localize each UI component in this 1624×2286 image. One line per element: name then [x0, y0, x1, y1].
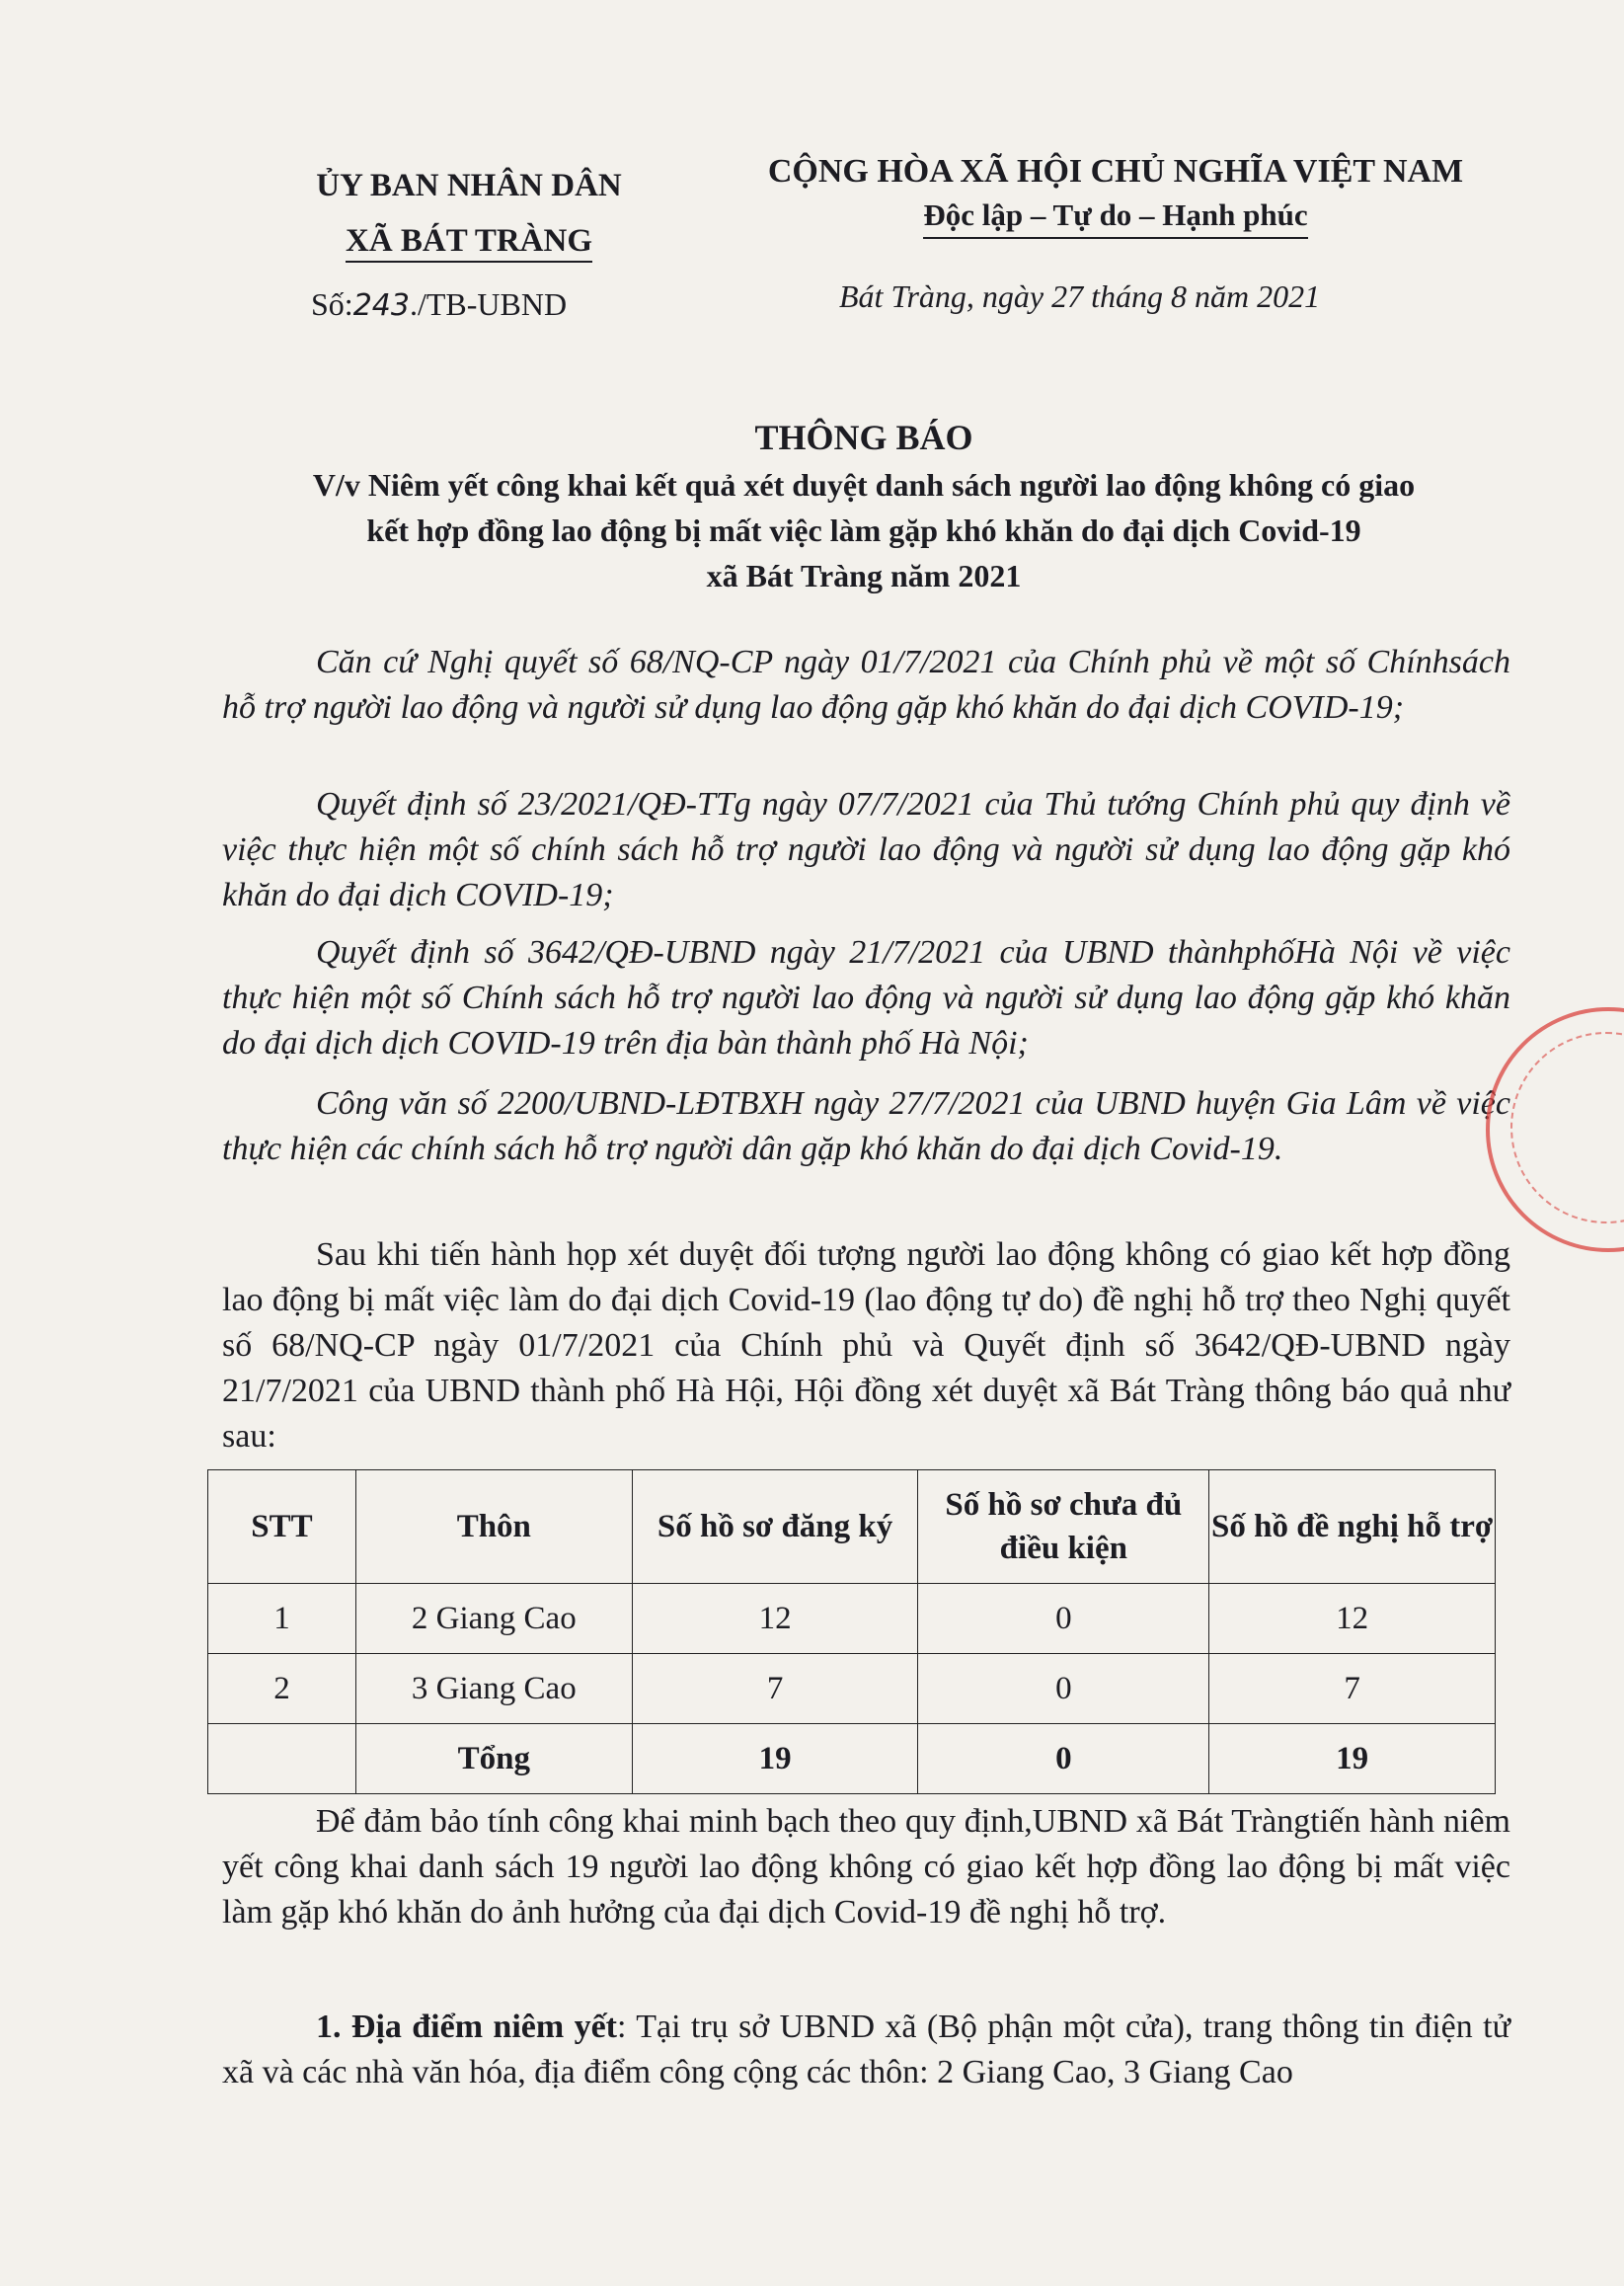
legal-basis-4: Công văn số 2200/UBND-LĐTBXH ngày 27/7/2021 của UBND huyện Gia Lâm về việc thực hiện các chính sách hỗ trợ người dân gặp khó khăn do đại dịch Covid-19. [222, 1085, 1510, 1167]
authority-line2: XÃ BÁT TRÀNG [346, 221, 592, 263]
ref-suffix: ./TB-UBND [409, 286, 568, 322]
results-table [207, 1469, 1496, 1794]
cell-ineligible: 0 [918, 1654, 1209, 1724]
title-sub-line1: V/v Niêm yết công khai kết quả xét duyệt danh sách người lao động không có giao [312, 467, 1416, 503]
posting-location-paragraph [222, 2005, 1510, 2095]
col-header-ineligible: Số hồ sơ chưa đủ điều kiện [918, 1470, 1209, 1584]
legal-basis-3: Quyết định số 3642/QĐ-UBND ngày 21/7/2021 của UBND thànhphốHà Nội về việc thực hiện một số Chính sách hỗ trợ người lao động và người sử dụng lao động gặp khó khăn do đại dịch dịch COVID-19 trên địa bàn thành phố Hà Nội; [222, 934, 1510, 1062]
cell-stt: 2 [208, 1654, 356, 1724]
document-date: Bát Tràng, ngày 27 tháng 8 năm 2021 [839, 278, 1321, 314]
ref-prefix: Số: [311, 286, 353, 322]
national-motto [721, 150, 1510, 239]
title-main: THÔNG BÁO [754, 418, 973, 457]
col-header-stt: STT [208, 1470, 356, 1584]
table-row [208, 1654, 1496, 1724]
table-header-row [208, 1470, 1496, 1584]
cell-total-proposed: 19 [1209, 1724, 1496, 1794]
title-sub-line3: xã Bát Tràng năm 2021 [706, 558, 1022, 593]
nation-name: CỘNG HÒA XÃ HỘI CHỦ NGHĨA VIỆT NAM [767, 153, 1464, 190]
col-header-proposed: Số hồ đề nghị hỗ trợ [1209, 1470, 1496, 1584]
legal-basis-1: Căn cứ Nghị quyết số 68/NQ-CP ngày 01/7/2021 của Chính phủ về một số Chínhsách hỗ trợ người lao động và người sử dụng lao động gặp khó khăn do đại dịch COVID-19; [222, 644, 1510, 726]
nation-motto: Độc lập – Tự do – Hạnh phúc [923, 194, 1307, 239]
posting-location-heading: 1. Địa điểm niêm yết [316, 2009, 617, 2045]
cell-total-registered: 19 [632, 1724, 918, 1794]
ref-number: 243 [352, 288, 410, 323]
cell-proposed: 7 [1209, 1654, 1496, 1724]
col-header-registered: Số hồ sơ đăng ký [632, 1470, 918, 1584]
document-reference [311, 286, 567, 323]
col-header-village: Thôn [355, 1470, 632, 1584]
cell-proposed: 12 [1209, 1584, 1496, 1654]
document-title [217, 413, 1510, 598]
publication-paragraph: Để đảm bảo tính công khai minh bạch theo quy định,UBND xã Bát Tràngtiến hành niêm yết công khai danh sách 19 người lao động không có giao kết hợp đồng lao động bị mất việc làm gặp khó khăn do ảnh hưởng của đại dịch Covid-19 đề nghị hỗ trợ. [222, 1803, 1510, 1931]
cell-village: 2 Giang Cao [355, 1584, 632, 1654]
cell-total-ineligible: 0 [918, 1724, 1209, 1794]
authority-line1: ỦY BAN NHÂN DÂN [316, 168, 622, 203]
cell-registered: 12 [632, 1584, 918, 1654]
title-sub-line2: kết hợp đồng lao động bị mất việc làm gặp khó khăn do đại dịch Covid-19 [366, 512, 1361, 548]
table-row [208, 1584, 1496, 1654]
issuing-authority [276, 158, 661, 269]
cell-stt: 1 [208, 1584, 356, 1654]
cell-ineligible: 0 [918, 1584, 1209, 1654]
cell-registered: 7 [632, 1654, 918, 1724]
legal-basis-2: Quyết định số 23/2021/QĐ-TTg ngày 07/7/2021 của Thủ tướng Chính phủ quy định về việc thực hiện một số chính sách hỗ trợ người lao động và người sử dụng lao động gặp khó khăn do đại dịch COVID-19; [222, 786, 1510, 913]
review-paragraph: Sau khi tiến hành họp xét duyệt đối tượng người lao động không có giao kết hợp đồng lao động bị mất việc làm do đại dịch Covid-19 (lao động tự do) đề nghị hỗ trợ theo Nghị quyết số 68/NQ-CP ngày 01/7/2021 của Chính phủ và Quyết định số 3642/QĐ-UBND ngày 21/7/2021 của UBND thành phố Hà Hội, Hội đồng xét duyệt xã Bát Tràng thông báo quả như sau: [222, 1236, 1510, 1455]
posting-location-text: : Tại trụ sở UBND xã (Bộ phận một cửa), trang thông tin điện tử xã và các nhà văn hóa, địa điểm công cộng các thôn: 2 Giang Cao, 3 Giang Cao [222, 2009, 1510, 2090]
cell-village: 3 Giang Cao [355, 1654, 632, 1724]
cell-total-label: Tổng [355, 1724, 632, 1794]
cell-total-blank [208, 1724, 356, 1794]
table-total-row [208, 1724, 1496, 1794]
